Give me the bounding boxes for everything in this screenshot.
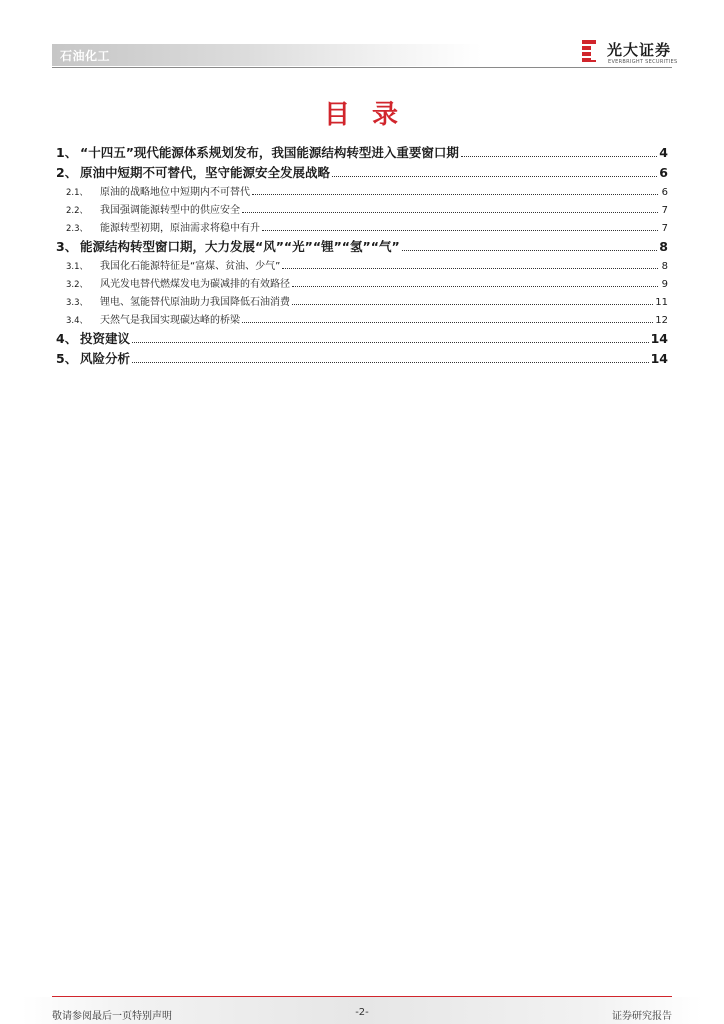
toc-entry-number: 3.4、 [66,316,89,326]
toc-entry-page: 7 [661,205,668,216]
toc-entry-number: 2.1、 [66,188,89,198]
toc-entry-page: 14 [650,331,668,346]
toc-leader-dots [132,334,649,343]
page-number: -2- [355,1007,369,1018]
toc-entry-label: 能源转型初期，原油需求将稳中有升 [100,223,260,234]
toc-leader-dots [292,279,658,287]
toc-entry[interactable] [56,163,668,183]
toc-leader-dots [292,297,653,305]
header-divider [52,67,672,68]
header-section-label: 石油化工 [60,49,111,63]
footer-divider [52,996,672,997]
toc-entry[interactable] [56,237,668,257]
toc-leader-dots [282,261,658,269]
toc-entry-page: 7 [661,223,668,234]
toc-subentry[interactable] [56,201,668,219]
toc-entry-page: 14 [650,351,668,366]
toc-entry-number: 3.1、 [66,262,89,272]
toc-subentry[interactable] [56,275,668,293]
toc-leader-dots [461,148,657,157]
toc-entry-label: 投资建议 [80,331,131,346]
toc-entry-number: 1、 [56,145,78,160]
toc-leader-dots [252,187,658,195]
toc-entry-label: 原油中短期不可替代，坚守能源安全发展战略 [80,165,331,180]
header-band [52,44,482,66]
logo-text-cn: 光大证券 [607,41,672,59]
toc-entry-page: 8 [659,239,668,254]
toc-entry-number: 3、 [56,239,78,254]
brand-logo [582,39,676,67]
toc-subentry[interactable] [56,311,668,329]
toc-entry-label: 我国化石能源特征是“富煤、贫油、少气” [100,261,281,272]
table-of-contents [56,143,668,369]
toc-entry[interactable] [56,329,668,349]
toc-entry-label: “十四五”现代能源体系规划发布，我国能源结构转型进入重要窗口期 [80,145,459,160]
toc-leader-dots [132,354,649,363]
toc-entry[interactable] [56,143,668,163]
toc-entry[interactable] [56,349,668,369]
toc-entry-label: 风光发电替代燃煤发电为碳减排的有效路径 [100,279,290,290]
toc-entry-label: 能源结构转型窗口期，大力发展“风”“光”“锂”“氢”“气” [80,239,400,254]
toc-entry-label: 天然气是我国实现碳达峰的桥梁 [100,315,240,326]
toc-entry-page: 4 [659,145,668,160]
toc-entry-page: 9 [661,279,668,290]
toc-entry-number: 2.2、 [66,206,89,216]
toc-subentry[interactable] [56,257,668,275]
toc-entry-number: 3.3、 [66,298,89,308]
toc-entry-number: 2.3、 [66,224,89,234]
footer-disclaimer: 敬请参阅最后一页特别声明 [52,1011,172,1022]
toc-entry-page: 6 [661,187,668,198]
toc-entry-label: 原油的战略地位中短期内不可替代 [100,187,250,198]
toc-subentry[interactable] [56,293,668,311]
toc-leader-dots [262,223,658,231]
toc-title-right: 录 [372,100,401,130]
toc-entry-label: 我国强调能源转型中的供应安全 [100,205,240,216]
footer-report-type: 证券研究报告 [612,1011,672,1022]
toc-title [0,94,724,131]
toc-entry-number: 4、 [56,331,78,346]
toc-subentry[interactable] [56,183,668,201]
logo-text-en: EVERBRIGHT SECURITIES [608,59,678,65]
toc-entry-page: 8 [661,261,668,272]
toc-title-left: 目 [323,100,352,130]
toc-entry-label: 锂电、氢能替代原油助力我国降低石油消费 [100,297,290,308]
toc-leader-dots [402,242,658,251]
toc-leader-dots [242,205,658,213]
toc-leader-dots [242,315,653,323]
toc-leader-dots [332,168,657,177]
toc-entry-page: 6 [659,165,668,180]
toc-entry-page: 11 [655,297,668,308]
toc-entry-page: 12 [655,315,668,326]
toc-subentry[interactable] [56,219,668,237]
toc-entry-number: 2、 [56,165,78,180]
toc-entry-number: 3.2、 [66,280,89,290]
toc-entry-label: 风险分析 [80,351,131,366]
everbright-logo-icon [582,39,602,65]
toc-entry-number: 5、 [56,351,78,366]
